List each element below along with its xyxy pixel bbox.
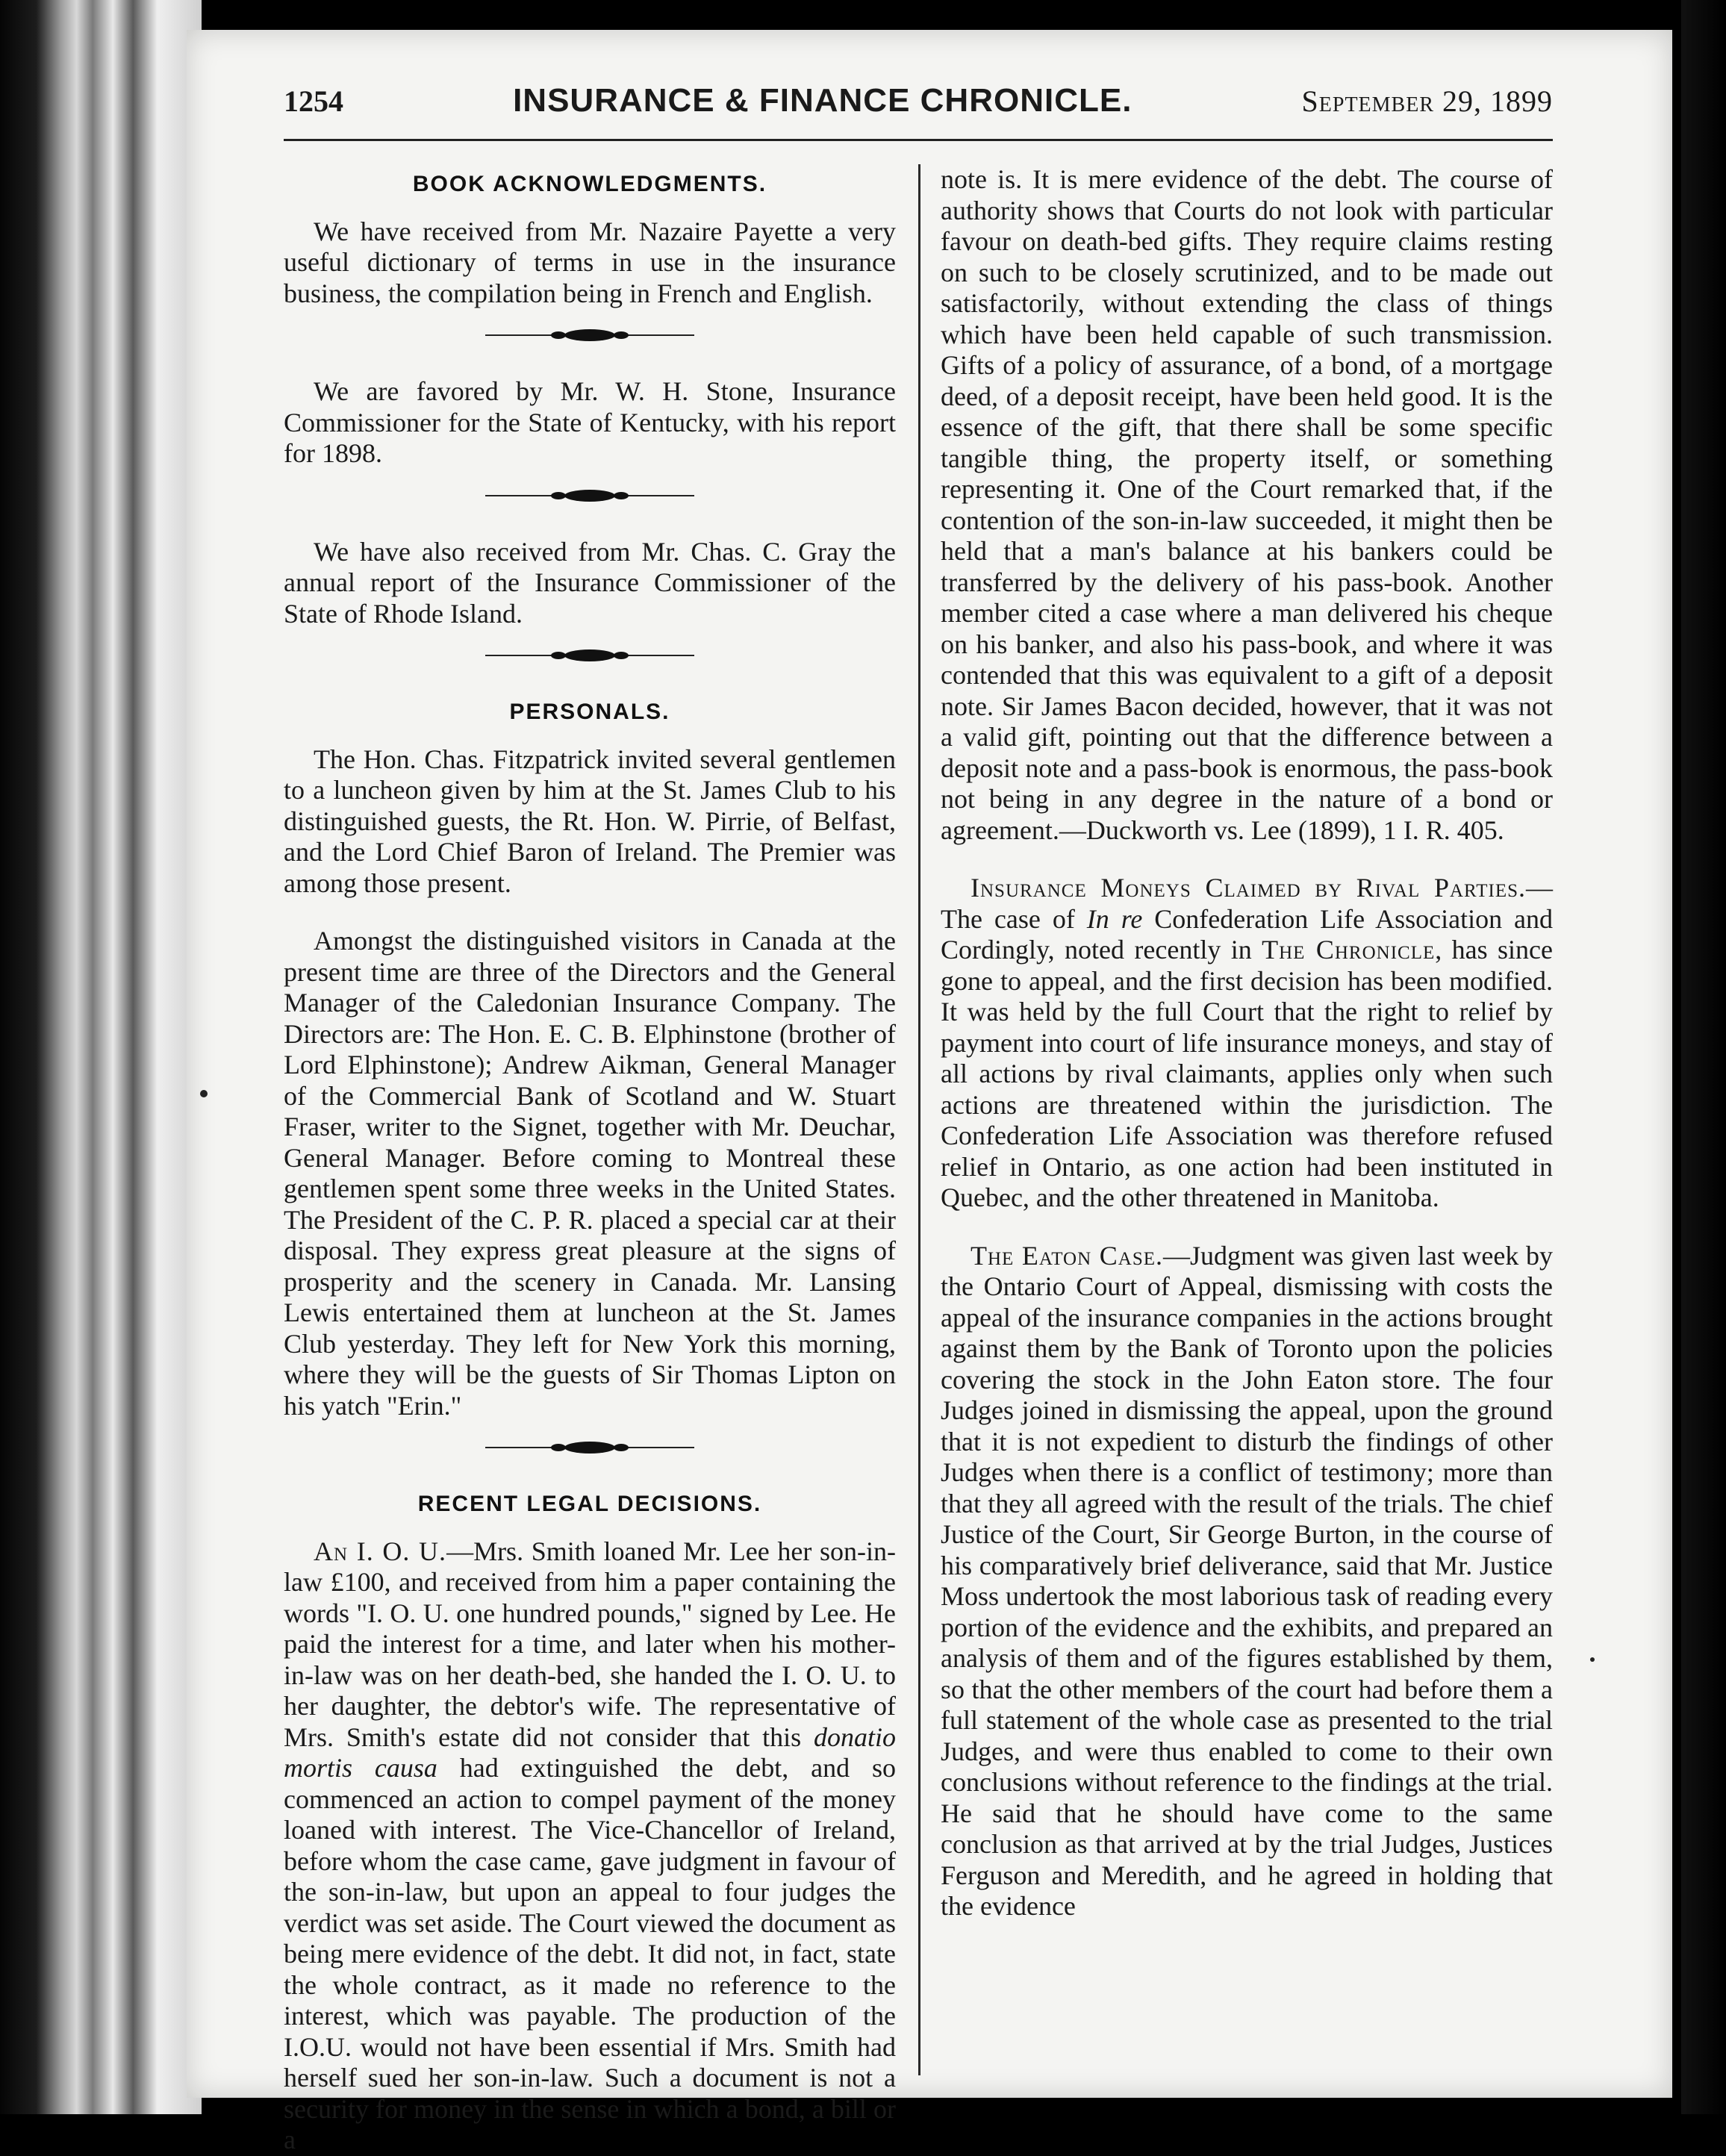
- left-column: [284, 164, 897, 2155]
- iou-text-a: —Mrs. Smith loaned Mr. Lee her son-in-law £100, and received from him a paper containing the words "I. O. U. one hundred pounds," signed by Lee. He paid the interest for a time, and later when his mother-in-law was on her death-bed, she handed the I. O. U. to her daughter, the debtor's wife. The representative of Mrs. Smith's estate did not consider that this: [284, 1536, 896, 1752]
- ornament-divider: [485, 644, 694, 667]
- legal-decisions-heading: RECENT LEGAL DECISIONS.: [417, 1492, 762, 1516]
- journal-title: INSURANCE & FINANCE CHRONICLE.: [513, 82, 1133, 119]
- rival-text-a: —The case of: [941, 873, 1553, 934]
- rival-text-c: , has since gone to appeal, and the first decision has been modified. It was held by the full Court that the right to relief by payment into court of life insurance moneys, and stay of all actions by rival claimants, applies only when such actions are threatened within the jurisdiction. The Confederation Life Association was therefore refused relief in Ontario, as one action had been instituted in Quebec, and the other threatened in Manitoba.: [941, 935, 1553, 1212]
- rival-in-re: In re: [1086, 903, 1143, 934]
- scan-right-border: [1681, 0, 1726, 2114]
- two-column-body: [284, 164, 1553, 2155]
- iou-text-b: had extinguished the debt, and so commenced an action to compel payment of the money loaned with interest. The Vice-Chancellor of Ireland, before whom the case came, gave judgment in favour of the son-in-law, but upon an appeal to four judges the verdict was set aside. The Court viewed the document as being mere evidence of the debt. It did not, in fact, state the whole contract, as it made no reference to the interest, which was payable. The production of the I.O.U. would not have been essential if Mrs. Smith had herself sued her son-in-law. Such a document is not a security for money in the sense in which a bond, a bill or a: [284, 1753, 897, 2155]
- iou-paragraph: [284, 1536, 896, 2156]
- rival-text-b: Confederation Life Association and Cordingly, noted recently in: [941, 903, 1553, 965]
- eaton-case-text: —Judgment was given last week by the Ontario Court of Appeal, dismissing with costs the appeal of the insurance companies in the actions brought against them by the Bank of Toronto upon the policies covering the stock in the John Eaton store. The four Judges joined in dismissing the appeal, upon the ground that it is not expedient to disturb the findings of other Judges when there is a conflict of testimony; more than that they all agreed with the result of the trials. The chief Justice of the Court, Sir George Burton, in the course of his comparatively brief deliverance, said that Mr. Justice Moss undertook the most laborious task of reading every portion of the evidence and the exhibits, and prepared an analysis of them and of the figures established by them, so that the other members of the court had before them a full statement of the whole case as presented to the trial Judges, and were thus enabled to come to their own conclusions without reference to the findings at the trial. He said that he should have come to the same conclusion as that arrived at by the trial Judges, Justices Ferguson and Meredith, and he agreed in holding that the evidence: [941, 1240, 1553, 1921]
- personals-paragraph-2: Amongst the distinguished visitors in Canada at the present time are three of the Directors and the General Manager of the Caledonian Insurance Company. The Directors are: The Hon. E. C. B. Elphinstone (brother of Lord Elphinstone); Andrew Aikman, General Manager of the Commercial Bank of Scotland and W. Stuart Fraser, writer to the Signet, together with Mr. Deuchar, General Manager. Before coming to Montreal these gentlemen spent some three weeks in the United States. The President of the C. P. R. placed a special car at their disposal. They express great pleasure at the signs of prosperity and the scenery in Canada. Mr. Lansing Lewis entertained them at luncheon at the St. James Club yesterday. They left for New York this morning, where they will be the guests of Sir Thomas Lipton on his yatch "Erin.": [284, 926, 896, 1421]
- personals-paragraph-1: The Hon. Chas. Fitzpatrick invited several gentlemen to a luncheon given by him at the St. James Club to his distinguished guests, the Rt. Hon. W. Pirrie, of Belfast, and the Lord Chief Baron of Ireland. The Premier was among those present.: [284, 744, 896, 898]
- page-content: [284, 82, 1553, 2155]
- personals-heading: PERSONALS.: [509, 700, 670, 724]
- iou-continuation: note is. It is mere evidence of the debt. The course of authority shows that Courts do not look with particular favour on death-bed gifts. They require claims resting on such to be closely scrutinized, and to be made out satisfactorily, without extending the class of things which have been held capable of such transmission. Gifts of a policy of assurance, of a bond, of a mortgage deed, of a deposit receipt, have been held good. It is the essence of the gift, that there shall be some specific tangible thing, the property itself, or something representing it. One of the Court remarked that, if the contention of the son-in-law succeeded, it might then be held that a man's balance at his bankers could be transferred by the delivery of his pass-book. Another member cited a case where a man delivered his cheque on his banker, and also his pass-book, and where it was contended that this was equivalent to a gift of a deposit note. Sir James Bacon decided, however, that it was not a valid gift, pointing out that the difference between a deposit note and a pass-book is enormous, the pass-book not being in any degree in the nature of a bond or agreement.—Duckworth vs. Lee (1899), 1 I. R. 405.: [941, 164, 1553, 845]
- running-header: [284, 82, 1553, 141]
- book-acknowledgments-heading: BOOK ACKNOWLEDGMENTS.: [412, 172, 767, 196]
- rival-chronicle-name: The Chronicle: [1262, 935, 1436, 965]
- book-ack-paragraph-3: We have also received from Mr. Chas. C. Gray the annual report of the Insurance Commissioner of the State of Rhode Island.: [284, 536, 896, 629]
- ornament-divider: [485, 485, 694, 507]
- eaton-case-lead: The Eaton Case.: [971, 1240, 1163, 1271]
- scan-page-edges: [0, 0, 202, 2114]
- rival-parties-paragraph: [941, 873, 1553, 1214]
- scan-speck: [200, 1090, 208, 1097]
- iou-lead: An I. O. U.: [314, 1536, 447, 1566]
- scan-speck: [1590, 1657, 1595, 1662]
- book-ack-paragraph-1: We have received from Mr. Nazaire Payette a very useful dictionary of terms in use in the insurance business, the compilation being in French and English.: [284, 216, 896, 308]
- ornament-divider: [485, 324, 694, 346]
- eaton-case-paragraph: [941, 1241, 1553, 1922]
- iou-latin-phrase: donatio mortis causa: [284, 1722, 896, 1783]
- right-column: [941, 164, 1553, 2075]
- page-number: 1254: [284, 84, 343, 118]
- issue-date: September 29, 1899: [1301, 84, 1553, 118]
- newspaper-page: [187, 30, 1672, 2155]
- rival-parties-lead: Insurance Moneys Claimed by Rival Parties.: [971, 873, 1526, 903]
- column-rule: [918, 164, 920, 2075]
- book-ack-paragraph-2: We are favored by Mr. W. H. Stone, Insurance Commissioner for the State of Kentucky, with his report for 1898.: [284, 376, 896, 468]
- ornament-divider: [485, 1436, 694, 1459]
